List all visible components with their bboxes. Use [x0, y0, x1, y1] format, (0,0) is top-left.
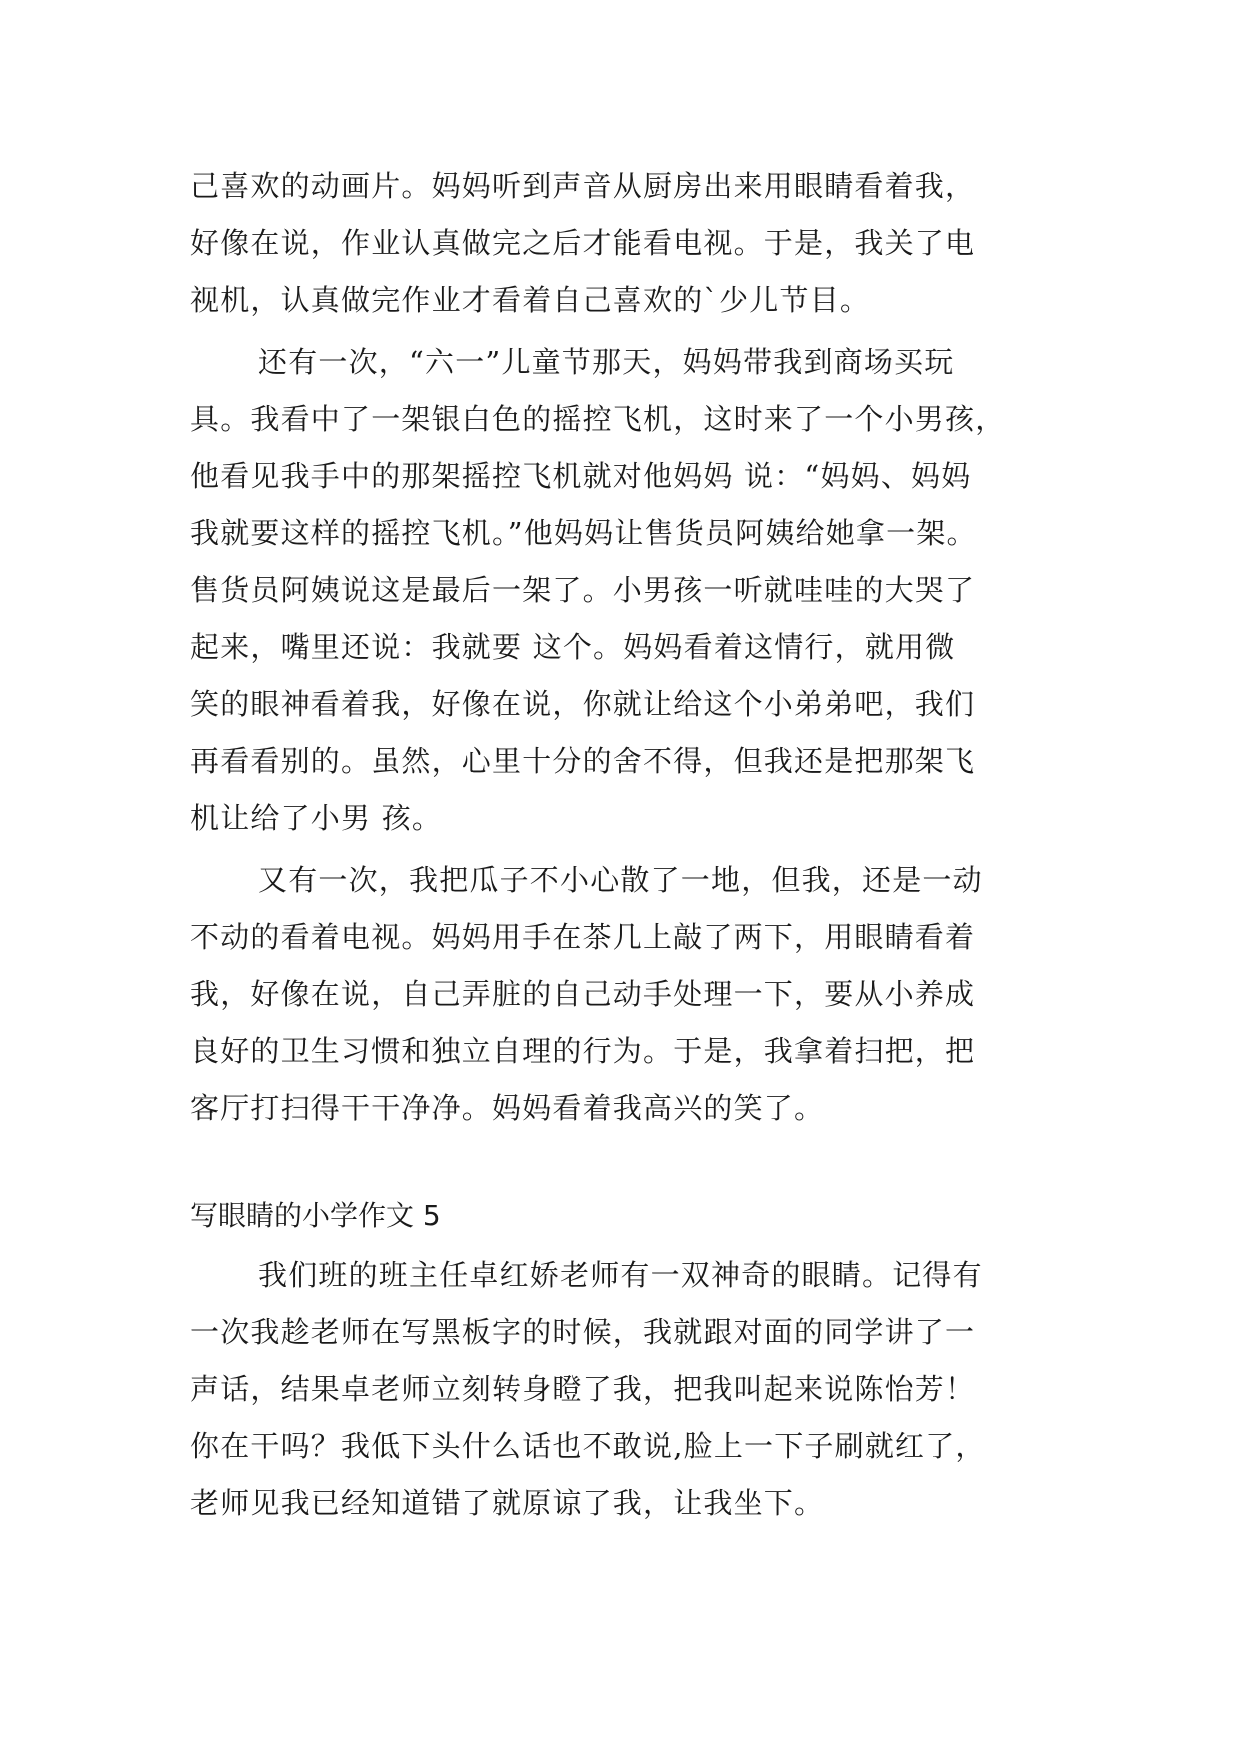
text-line: 机让给了小男 孩。 — [190, 801, 443, 835]
text-line: 声话，结果卓老师立刻转身瞪了我，把我叫起来说陈怡芳！ — [190, 1372, 976, 1406]
text-line: 老师见我已经知道错了就原谅了我，让我坐下。 — [190, 1486, 825, 1520]
text-line: 还有一次，“六一”儿童节那天，妈妈带我到商场买玩 — [258, 345, 955, 379]
text-line: 我，好像在说，自己弄脏的自己动手处理一下，要从小养成 — [190, 977, 976, 1011]
section-heading: 写眼睛的小学作文 5 — [190, 1199, 441, 1232]
text-line: 你在干吗？我低下头什么话也不敢说,脸上一下子刷就红了， — [190, 1429, 986, 1463]
text-line: 售货员阿姨说这是最后一架了。小男孩一听就哇哇的大哭了 — [190, 573, 976, 607]
text-line: 再看看别的。虽然，心里十分的舍不得，但我还是把那架飞 — [190, 744, 976, 778]
text-line: 视机，认真做完作业才看着自己喜欢的`少儿节目。 — [190, 283, 871, 317]
text-line: 具。我看中了一架银白色的摇控飞机，这时来了一个小男孩， — [190, 402, 1006, 436]
text-line: 不动的看着电视。妈妈用手在茶几上敲了两下，用眼睛看着 — [190, 920, 976, 954]
text-line: 良好的卫生习惯和独立自理的行为。于是，我拿着扫把，把 — [190, 1034, 976, 1068]
text-line: 起来，嘴里还说：我就要 这个。妈妈看着这情行，就用微 — [190, 630, 956, 664]
text-line: 一次我趁老师在写黑板字的时候，我就跟对面的同学讲了一 — [190, 1315, 976, 1349]
text-line: 客厅打扫得干干净净。妈妈看着我高兴的笑了。 — [190, 1091, 825, 1125]
text-line: 己喜欢的动画片。妈妈听到声音从厨房出来用眼睛看着我， — [190, 169, 976, 203]
text-line: 好像在说，作业认真做完之后才能看电视。于是，我关了电 — [190, 226, 976, 260]
text-line: 我们班的班主任卓红娇老师有一双神奇的眼睛。记得有 — [258, 1258, 983, 1292]
text-line: 我就要这样的摇控飞机。”他妈妈让售货员阿姨给她拿一架。 — [190, 516, 977, 550]
text-line: 他看见我手中的那架摇控飞机就对他妈妈 说：“妈妈、妈妈 — [190, 459, 972, 493]
text-line: 笑的眼神看着我，好像在说，你就让给这个小弟弟吧，我们 — [190, 687, 976, 721]
text-line: 又有一次，我把瓜子不小心散了一地，但我，还是一动 — [258, 863, 983, 897]
